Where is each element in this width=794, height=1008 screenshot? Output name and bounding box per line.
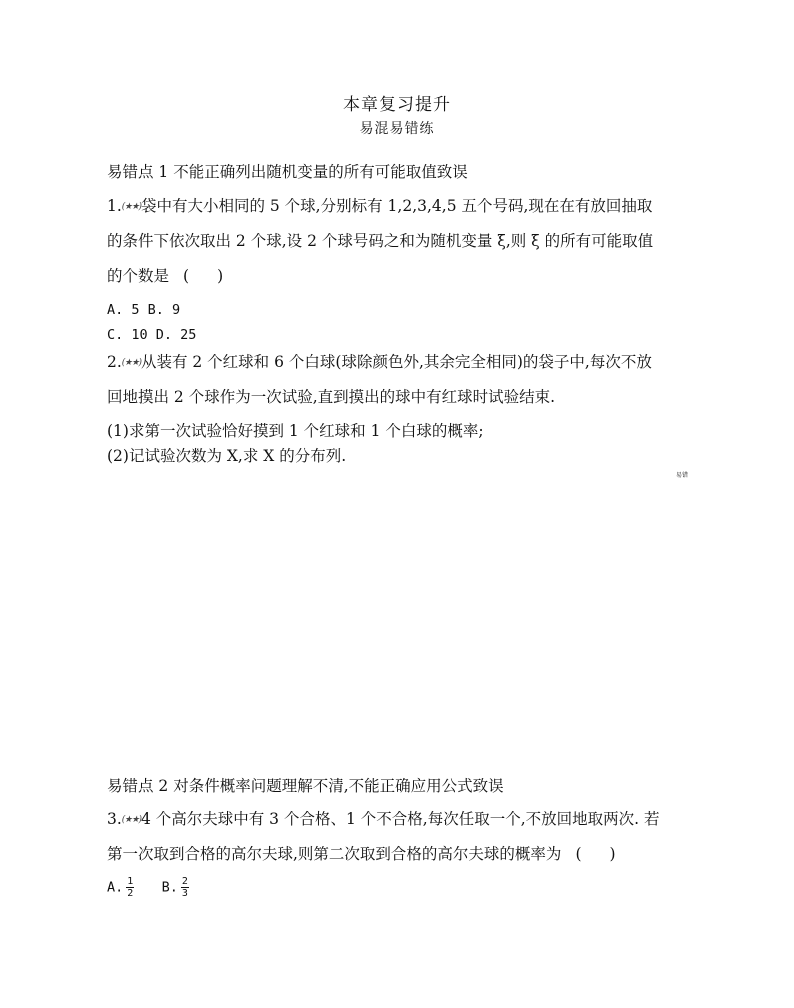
answer-paren-close: ) xyxy=(609,845,616,863)
question-text: 4 个高尔夫球中有 3 个合格、1 个不合格,每次任取一个,不放回地取两次. 若 xyxy=(140,810,660,828)
option-b-fraction xyxy=(181,876,189,899)
question-text: 的个数是 xyxy=(107,267,170,285)
answer-paren-close: ) xyxy=(217,267,224,285)
page-subtitle: 易混易错练 xyxy=(359,121,435,137)
difficulty-stars-icon: (★★) xyxy=(121,358,141,368)
option-a-fraction xyxy=(126,876,134,899)
question-1-line-1 xyxy=(107,196,652,217)
question-text: 第一次取到合格的高尔夫球,则第二次取到合格的高尔夫球的概率为 xyxy=(107,845,562,863)
question-2-line-1 xyxy=(107,352,652,373)
difficulty-stars-icon: (★★) xyxy=(121,202,141,212)
question-2-part-2: (2)记试验次数为 X,求 X 的分布列. xyxy=(107,447,347,465)
page-title: 本章复习提升 xyxy=(343,95,451,115)
answer-paren-open: ( xyxy=(183,267,190,285)
question-1-options-row-1: A. 5 B. 9 xyxy=(107,302,181,318)
error-mark: 易错 xyxy=(676,472,689,479)
question-3-options xyxy=(107,876,192,899)
question-text: 袋中有大小相同的 5 个球,分别标有 1,2,3,4,5 五个号码,现在在有放回抽取 xyxy=(140,197,653,215)
fraction-denominator: 3 xyxy=(181,888,188,899)
fraction-numerator: 1 xyxy=(127,876,134,887)
answer-paren-open: ( xyxy=(575,845,582,863)
question-1-options-row-2: C. 10 D. 25 xyxy=(107,327,197,343)
option-b-label: B. xyxy=(161,879,178,896)
question-1-line-3 xyxy=(107,266,223,286)
question-1-line-2: 的条件下依次取出 2 个球,设 2 个球号码之和为随机变量 ξ,则 ξ 的所有可能取值 xyxy=(107,232,654,250)
fraction-numerator: 2 xyxy=(181,876,188,887)
question-2-part-1: (1)求第一次试验恰好摸到 1 个红球和 1 个白球的概率; xyxy=(107,422,484,440)
fraction-denominator: 2 xyxy=(127,888,134,899)
question-text: 从装有 2 个红球和 6 个白球(球除颜色外,其余完全相同)的袋子中,每次不放 xyxy=(140,353,652,371)
section-2-heading: 易错点 2 对条件概率问题理解不清,不能正确应用公式致误 xyxy=(107,777,504,795)
option-a-label: A. xyxy=(107,879,124,896)
question-2-line-2: 回地摸出 2 个球作为一次试验,直到摸出的球中有红球时试验结束. xyxy=(107,388,556,406)
difficulty-stars-icon: (★★) xyxy=(121,815,141,825)
question-number: 3. xyxy=(107,810,122,828)
question-3-line-1 xyxy=(107,809,659,830)
question-number: 2. xyxy=(107,353,122,371)
question-number: 1. xyxy=(107,197,122,215)
question-3-line-2 xyxy=(107,844,616,864)
section-1-heading: 易错点 1 不能正确列出随机变量的所有可能取值致误 xyxy=(107,163,468,181)
